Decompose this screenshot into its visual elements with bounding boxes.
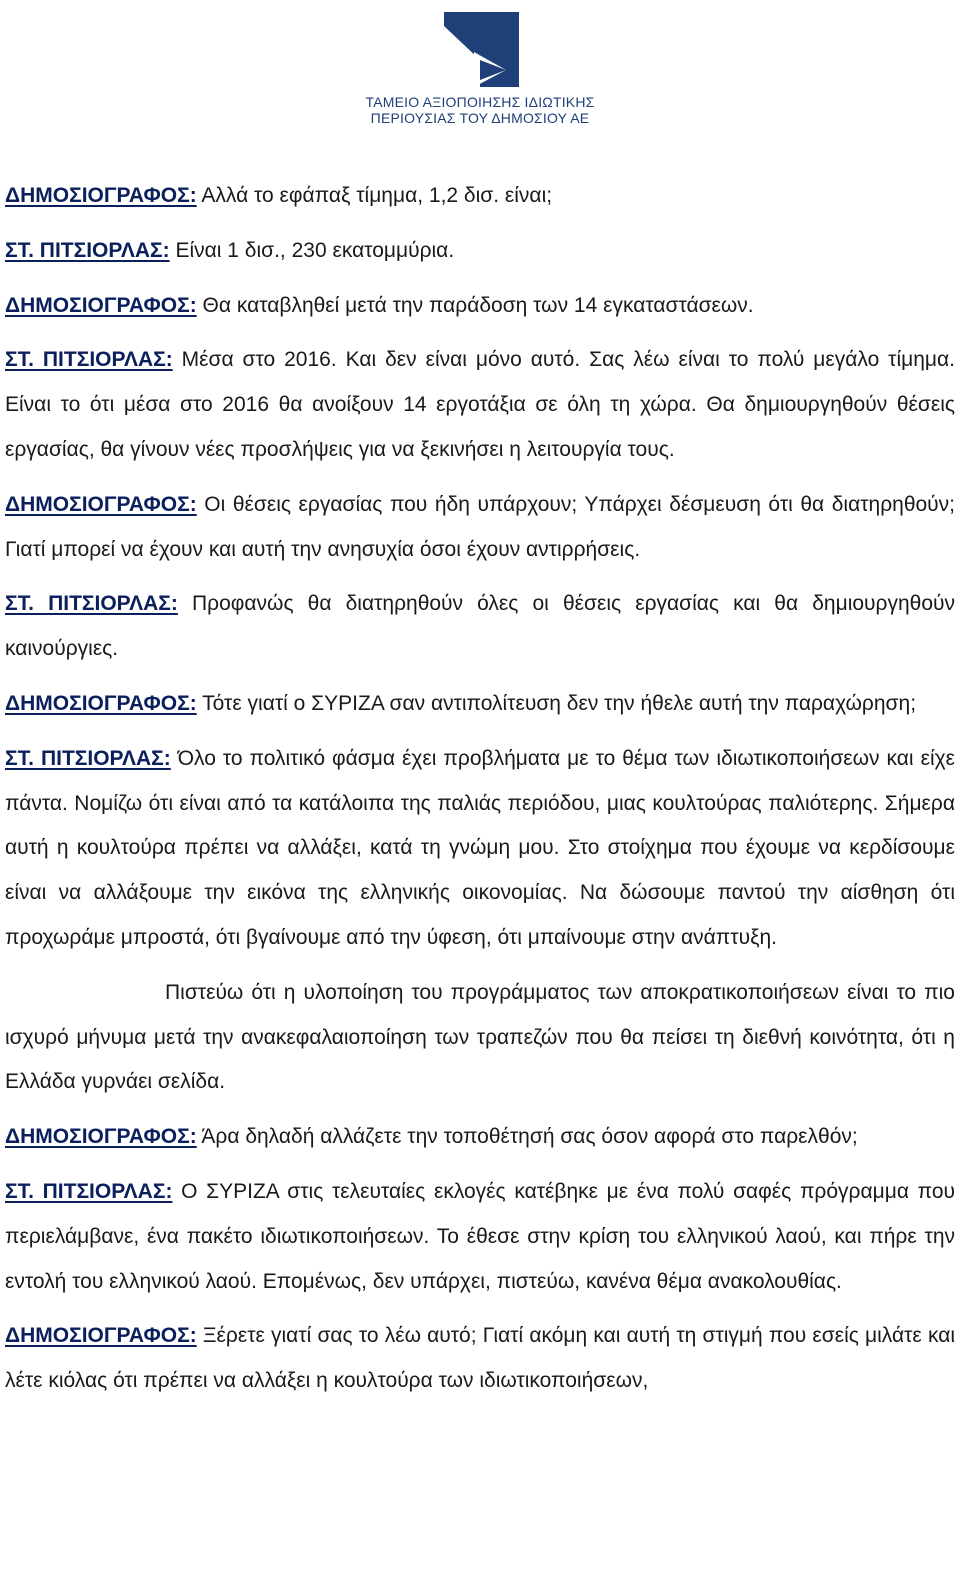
speaker-label: ΔΗΜΟΣΙΟΓΡΑΦΟΣ: bbox=[5, 492, 197, 516]
paragraph-text: Ξέρετε γιατί σας το λέω αυτό; Γιατί ακόμη και αυτή τη στιγμή που εσείς μιλάτε και λέτε κιόλας ότι πρέπει να αλλάξει η κουλτούρα των ιδιωτικοποιήσεων, bbox=[5, 1324, 955, 1393]
paragraph-text: Άρα δηλαδή αλλάζετε την τοποθέτησή σας όσον αφορά στο παρελθόν; bbox=[196, 1125, 858, 1149]
transcript-paragraph bbox=[5, 737, 955, 961]
paragraph-text: Πιστεύω ότι η υλοποίηση του προγράμματος των αποκρατικοποιήσεων είναι το πιο ισχυρό μήνυμα μετά την ανακεφαλαιοποίηση των τραπεζών που θα πείσει τη διεθνή κοινότητα, ότι η Ελλάδα γυρνάει σελίδα. bbox=[5, 980, 955, 1094]
taiped-logo-icon bbox=[444, 12, 519, 87]
transcript-paragraph bbox=[5, 483, 955, 573]
transcript-paragraph bbox=[5, 338, 955, 472]
paragraph-text: Προφανώς θα διατηρηθούν όλες οι θέσεις εργασίας και θα δημιουργηθούν καινούργιες. bbox=[5, 592, 955, 661]
speaker-label: ΣΤ. ΠΙΤΣΙΟΡΛΑΣ: bbox=[5, 746, 171, 770]
document-header bbox=[0, 0, 960, 140]
speaker-label: ΔΗΜΟΣΙΟΓΡΑΦΟΣ: bbox=[5, 1125, 197, 1149]
transcript-paragraph bbox=[5, 682, 955, 727]
transcript-paragraph bbox=[5, 284, 955, 329]
paragraph-text: Ο ΣΥΡΙΖΑ στις τελευταίες εκλογές κατέβηκε με ένα πολύ σαφές πρόγραμμα που περιελάμβανε, ένα πακέτο ιδιωτικοποιήσεων. Το έθεσε στην κρίση του ελληνικού λαού, και πήρε την εντολή του ελληνικού λαού. Επομένως, δεν υπάρχει, πιστεύω, κανένα θέμα ανακολουθίας. bbox=[5, 1179, 955, 1293]
paragraph-text: Τότε γιατί ο ΣΥΡΙΖΑ σαν αντιπολίτευση δεν την ήθελε αυτή την παραχώρηση; bbox=[196, 691, 917, 715]
transcript-paragraph bbox=[5, 582, 955, 672]
speaker-label: ΔΗΜΟΣΙΟΓΡΑΦΟΣ: bbox=[5, 691, 197, 715]
transcript-paragraph bbox=[5, 229, 955, 274]
interview-transcript bbox=[5, 174, 955, 1414]
paragraph-text: Όλο το πολιτικό φάσμα έχει προβλήματα με το θέμα των ιδιωτικοποιήσεων και είχε πάντα. Νομίζω ότι είναι από τα κατάλοιπα της παλιάς περιόδου, μιας κουλτούρας παλιότερης. Σήμερα αυτή η κουλτούρα πρέπει να αλλάξει, κατά τη γνώμη μου. Στο στοίχημα που έχουμε να κερδίσουμε είναι να αλλάξουμε την εικόνα της ελληνικής οικονομίας. Να δώσουμε παντού την αίσθηση ότι προχωράμε μπροστά, ότι βγαίνουμε από την ύφεση, ότι μπαίνουμε στην ανάπτυξη. bbox=[5, 746, 955, 949]
speaker-label: ΔΗΜΟΣΙΟΓΡΑΦΟΣ: bbox=[5, 293, 197, 317]
speaker-label: ΣΤ. ΠΙΤΣΙΟΡΛΑΣ: bbox=[5, 1179, 173, 1203]
speaker-label: ΔΗΜΟΣΙΟΓΡΑΦΟΣ: bbox=[5, 184, 197, 207]
organization-name-line-1: ΤΑΜΕΙΟ ΑΞΙΟΠΟΙΗΣΗΣ ΙΔΙΩΤΙΚΗΣ bbox=[365, 94, 595, 110]
paragraph-text: Αλλά το εφάπαξ τίμημα, 1,2 δισ. είναι; bbox=[196, 184, 553, 207]
paragraph-text: Μέσα στο 2016. Και δεν είναι μόνο αυτό. Σας λέω είναι το πολύ μεγάλο τίμημα. Είναι το ότι μέσα στο 2016 θα ανοίξουν 14 εργοτάξια σε όλη τη χώρα. Θα δημιουργηθούν θέσεις εργασίας, θα γίνουν νέες προσλήψεις για να ξεκινήσει η λειτουργία τους. bbox=[5, 348, 955, 461]
speaker-label: ΔΗΜΟΣΙΟΓΡΑΦΟΣ: bbox=[5, 1324, 197, 1348]
transcript-paragraph bbox=[5, 1314, 955, 1404]
speaker-label: ΣΤ. ΠΙΤΣΙΟΡΛΑΣ: bbox=[5, 238, 170, 262]
paragraph-text: Οι θέσεις εργασίας που ήδη υπάρχουν; Υπάρχει δέσμευση ότι θα διατηρηθούν; Γιατί μπορεί να έχουν και αυτή την ανησυχία όσοι έχουν αντιρρήσεις. bbox=[5, 492, 955, 561]
transcript-paragraph bbox=[5, 174, 955, 219]
speaker-label: ΣΤ. ΠΙΤΣΙΟΡΛΑΣ: bbox=[5, 592, 178, 616]
speaker-label: ΣΤ. ΠΙΤΣΙΟΡΛΑΣ: bbox=[5, 348, 173, 372]
transcript-paragraph bbox=[5, 971, 955, 1105]
transcript-paragraph bbox=[5, 1170, 955, 1304]
paragraph-text: Είναι 1 δισ., 230 εκατομμύρια. bbox=[169, 238, 455, 262]
transcript-paragraph bbox=[5, 1115, 955, 1160]
organization-name-line-2: ΠΕΡΙΟΥΣΙΑΣ ΤΟΥ ΔΗΜΟΣΙΟΥ ΑΕ bbox=[370, 110, 590, 126]
paragraph-text: Θα καταβληθεί μετά την παράδοση των 14 εγκαταστάσεων. bbox=[196, 293, 754, 317]
